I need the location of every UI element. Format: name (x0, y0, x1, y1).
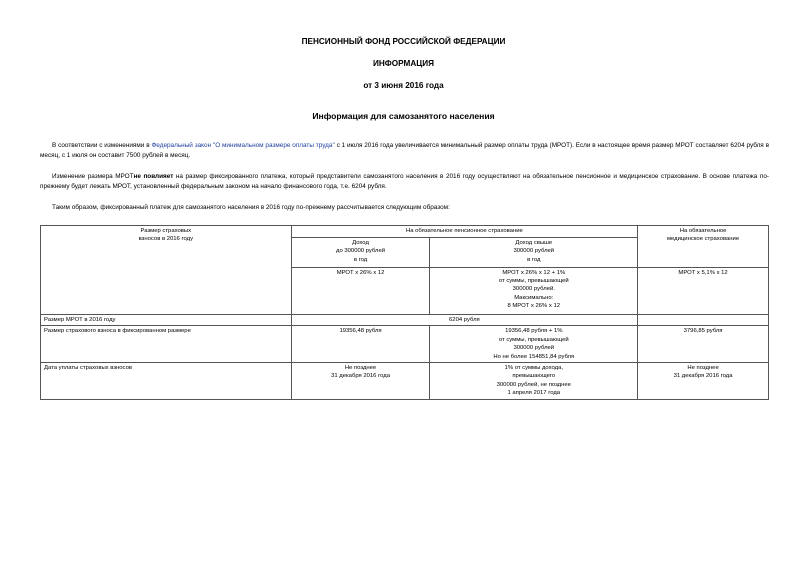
paragraph-text: с 1 июля 2016 года увеличивается минимальный размер оплаты труда (МРОТ). Если в настоящее время размер МРОТ составляет 6204 рубля в месяц, с 1 июля он составит 7500 рублей в месяц. (40, 142, 770, 159)
table-header-cell: Доход свыше 300000 рублей в год (430, 237, 638, 267)
document-title: Информация для самозанятого населения (312, 111, 495, 121)
emphasis-text: не повлияет (133, 173, 174, 180)
table-cell: МРОТ x 5,1% x 12 (638, 267, 769, 314)
table-row (41, 315, 769, 326)
paragraph-mrot-change (40, 141, 769, 160)
paragraph-text: В соответствии с изменениями в (52, 142, 152, 149)
table-cell: Размер МРОТ в 2016 году (41, 315, 292, 326)
table-header-cell: Размер страховых взносов в 2016 году (41, 226, 292, 315)
table-cell: МРОТ x 26% x 12 + 1% от суммы, превышающей 300000 рублей. Максимально: 8 МРОТ x 26% x 12 (430, 267, 638, 314)
contributions-table (40, 225, 769, 400)
table-cell (638, 315, 769, 326)
table-cell: МРОТ x 26% x 12 (291, 267, 430, 314)
paragraph-text: Изменение размера МРОТ (52, 173, 134, 180)
table-cell: 19356,48 рубля (291, 326, 430, 363)
paragraph-text: на размер фиксированного платежа, который представители самозанятого населения в 2016 году осуществляют на обязательное пенсионное и медицинское страхование. В основе платежа по-прежнему будет лежать МРОТ, установленный федеральным законом на начало финансового года, т.е. 6204 рубля. (40, 173, 769, 190)
table-row (41, 326, 769, 363)
table-header-cell: Доход до 300000 рублей в год (291, 237, 430, 267)
table-cell: 19356,48 рубля + 1% от суммы, превышающей 300000 рублей Но не более 154851,84 рубля (430, 326, 638, 363)
table-cell: Размер страхового взноса в фиксированном размере (41, 326, 292, 363)
table-row (41, 363, 769, 400)
table-cell: Не позднее 31 декабря 2016 года (638, 363, 769, 400)
table-cell: 6204 рубля (291, 315, 638, 326)
table-cell: Не позднее 31 декабря 2016 года (291, 363, 430, 400)
federal-law-link[interactable]: Федеральный закон "О минимальном размере оплаты труда" (151, 142, 335, 149)
table-header-cell: На обязательное пенсионное страхование (291, 226, 638, 238)
paragraph-calculation-intro: Таким образом, фиксированный платеж для самозанятого населения в 2016 году по-прежнему рассчитывается следующим образом: (52, 204, 450, 211)
table-cell: 1% от суммы дохода, превышающего 300000 рублей, не позднее 1 апреля 2017 года (430, 363, 638, 400)
table-cell: Дата уплаты страховых взносов (41, 363, 292, 400)
document-type-heading: ИНФОРМАЦИЯ (373, 59, 434, 68)
organization-heading: ПЕНСИОННЫЙ ФОНД РОССИЙСКОЙ ФЕДЕРАЦИИ (301, 37, 506, 46)
table-row (41, 226, 769, 238)
table-header-cell: На обязательное медицинское страхование (638, 226, 769, 268)
document-date: от 3 июня 2016 года (363, 81, 444, 90)
table-cell: 3796,85 рубля (638, 326, 769, 363)
paragraph-no-impact (40, 172, 769, 191)
